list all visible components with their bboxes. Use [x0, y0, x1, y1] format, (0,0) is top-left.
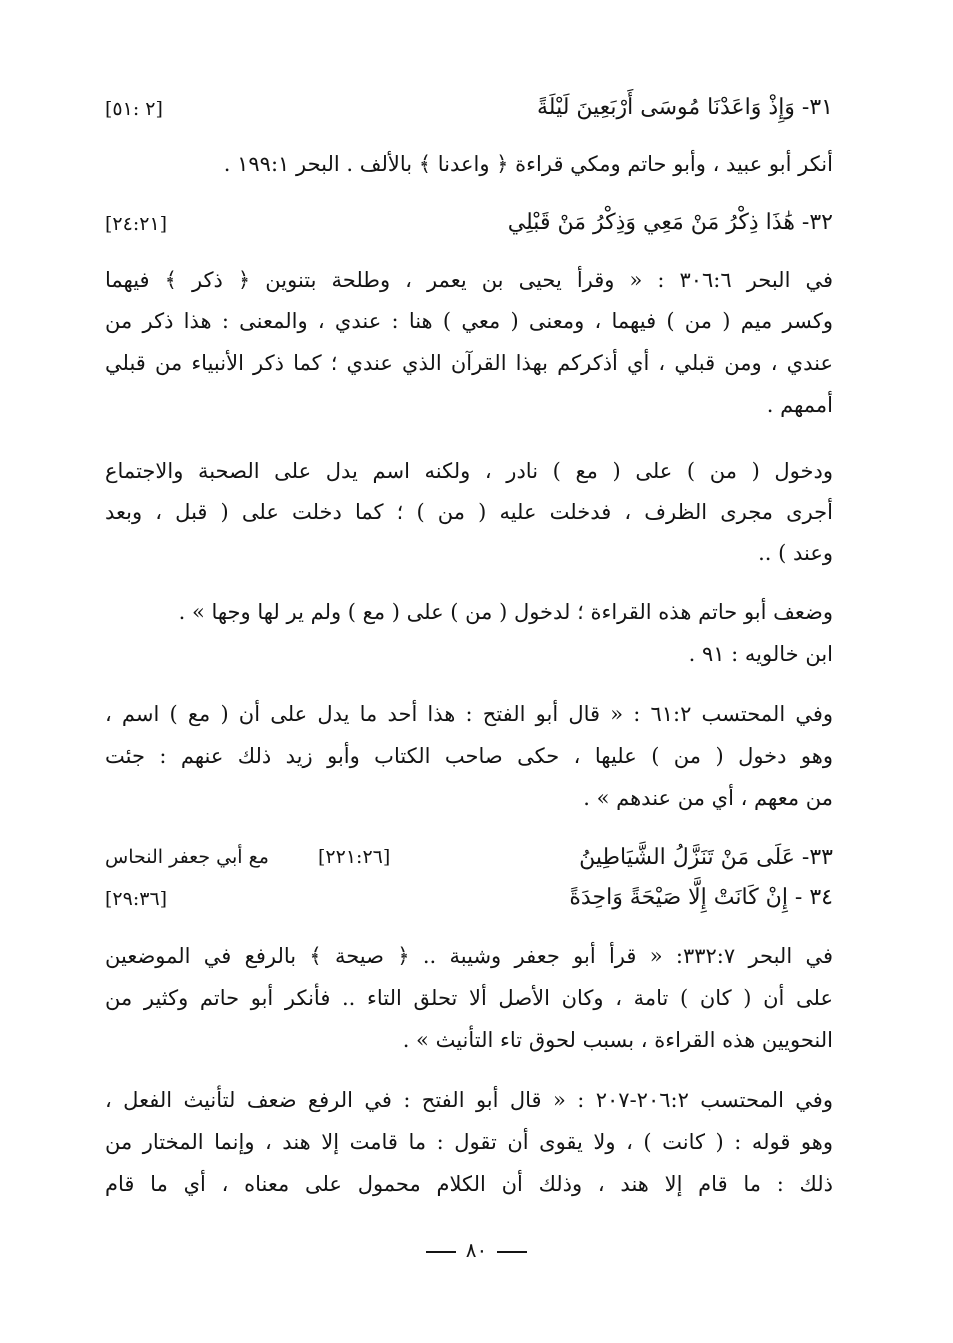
paragraph-line: ابن خالويه : ٩١ . [688, 642, 833, 666]
paragraph-line: وضعف أبو حاتم هذه القراءة ؛ لدخول ( من ) على ( مع ) ولم ير لها وجها » . [178, 600, 833, 624]
verse-33-reference-note: مع أبي جعفر النحاس [105, 846, 269, 868]
paragraph-line: عندي ، ومن قبلي ، أي أذكركم بهذا القرآن الذي عندي ؛ كما ذكر الأنبياء من قبلي [105, 351, 833, 375]
paragraph-line: من معهم ، أي من عندهم » . [583, 786, 833, 810]
page-footer [0, 1238, 953, 1262]
verse-33-reference: [٢٢١:٢٦] [318, 846, 391, 868]
paragraph-line: في البحر ٣٠٦:٦ : « وقرأ يحيى بن يعمر ، وطلحة بتنوين ﴿ ذكر ﴾ فيهما [105, 268, 833, 292]
paragraph-line: على أن ( كان ) تامة ، وكان الأصل ألا تحلق التاء .. فأنكر أبو حاتم وكثير من [105, 986, 833, 1010]
verse-31: ٣١- وَإِذْ وَاعَدْنَا مُوسَى أَرْبَعِينَ لَيْلَةً [536, 95, 833, 120]
footer-dash-right [497, 1251, 527, 1253]
verse-32-reference: [٢٤:٢١] [105, 213, 168, 235]
verse-34-reference: [٢٩:٣٦] [105, 888, 168, 910]
verse-34: ٣٤ - إِنْ كَانَتْ إِلَّا صَيْحَةً وَاحِدَةً [569, 885, 833, 910]
verse-31-reference: [٢ :٥١] [105, 98, 163, 120]
page-number: ٨٠ [465, 1238, 488, 1262]
paragraph-line: أممهم . [766, 393, 833, 417]
paragraph-line: في البحر ٣٣٢:٧: « قرأ أبو جعفر وشيبة .. ﴿ صيحة ﴾ بالرفع في الموضعين [105, 944, 833, 968]
footer-dash-left [426, 1251, 456, 1253]
paragraph-line: وعند ) .. [758, 541, 833, 565]
verse-32: ٣٢- هَٰذَا ذِكْرُ مَنْ مَعِي وَذِكْرُ مَنْ قَبْلِي [507, 210, 833, 235]
paragraph-line: وهو دخول ( من ) عليها ، حكى صاحب الكتاب وأبو زيد ذلك عنهم : جئت [105, 744, 833, 768]
paragraph-line: أجرى مجرى الظرف ، فدخلت عليه ( من ) ؛ كما دخلت على ( قبل ، وبعد [105, 500, 833, 524]
paragraph-line: وفي المحتسب ٦١:٢ : « قال أبو الفتح : هذا أحد ما يدل على أن ( مع ) اسم ، [105, 702, 833, 726]
paragraph-line: ودخول ( من ) على ( مع ) نادر ، ولكنه اسم يدل على الصحبة والاجتماع [105, 459, 833, 483]
paragraph-line: النحويين هذه القراءة ، بسبب لحوق تاء التأنيث » . [402, 1028, 833, 1052]
verse-31-note: أنكر أبو عبيد ، وأبو حاتم ومكي قراءة ﴿ واعدنا ﴾ بالألف . البحر ١٩٩:١ . [223, 152, 833, 176]
paragraph-line: وفي المحتسب ٢٠٦:٢-٢٠٧ : « قال أبو الفتح : في الرفع ضعف لتأنيث الفعل ، [105, 1088, 833, 1112]
paragraph-line: ذلك : ما قام إلا هند ، وذلك أن الكلام محمول على معناه ، أي ما قام [105, 1172, 833, 1196]
paragraph-line: وهو قوله : ( كانت ) ، ولا يقوى أن تقول : ما قامت إلا هند ، وإنما المختار من [105, 1130, 833, 1154]
paragraph-line: وكسر ميم ( من ) فيهما ، ومعنى ( معي ) هنا : عندي ، والمعنى : هذا ذكر من [105, 309, 833, 333]
verse-33: ٣٣- عَلَى مَنْ تَنَزَّلُ الشَّيَاطِينُ [579, 845, 833, 870]
